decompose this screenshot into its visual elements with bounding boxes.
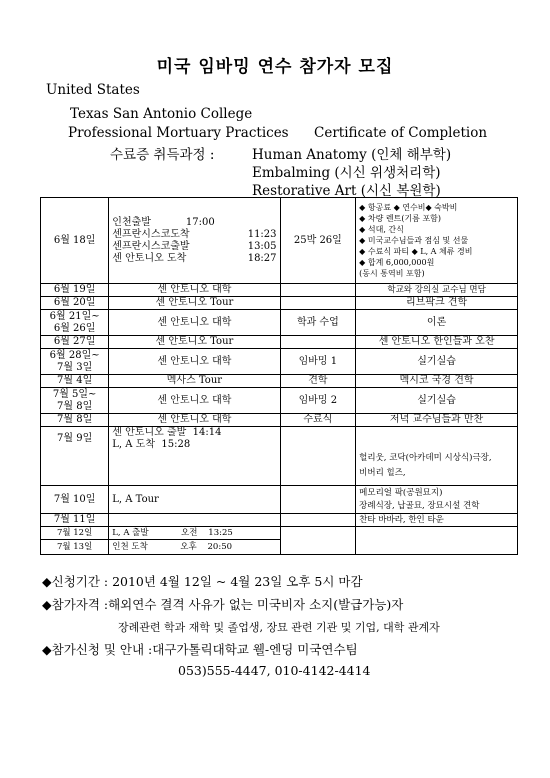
note-cell: 이론 [356, 310, 518, 336]
place-cell: 센 안토니오 대학 [109, 414, 280, 427]
schedule-table [40, 197, 518, 555]
note-cell: 실기실습 [356, 388, 518, 414]
activity-cell [280, 427, 356, 486]
date-cell: 6월 18일 [41, 198, 109, 284]
place-cell: 센 안토니오 Tour [109, 336, 280, 349]
activity-cell: 임바밍 1 [280, 349, 356, 375]
table-row [41, 514, 518, 527]
note-cell: 멕시코 국경 견학 [356, 375, 518, 388]
flight-time: 13:25 [208, 528, 233, 538]
note-cell: 학교와 강의실 교수님 면담 [356, 284, 518, 297]
date-cell: 7월 10일 [41, 486, 109, 514]
date-cell: 7월 9일 [41, 427, 109, 486]
date-cell: 7월 12일 [41, 527, 109, 540]
date-cell: 7월 8일 [41, 414, 109, 427]
note-cell [356, 486, 518, 514]
table-row [41, 388, 518, 414]
flight-time: 11:23 [247, 228, 277, 240]
flight-time: 20:50 [207, 542, 233, 552]
flight-text: 인천출발 [112, 216, 151, 228]
table-row [41, 527, 518, 540]
date-cell: 7월 11일 [41, 514, 109, 527]
cost-item: ◆ 합계 6,000,000원 [359, 258, 435, 267]
table-row [41, 486, 518, 514]
activity-cell: 견학 [280, 375, 356, 388]
note-cell [356, 427, 518, 486]
activity-cell: 25박 26일 [280, 198, 356, 284]
table-row [41, 336, 518, 349]
course-label: 수료증 취득과정 : [110, 147, 215, 163]
flight-time: 14:14 [192, 427, 222, 438]
table-row [41, 198, 518, 284]
place-cell: 멕사스 Tour [109, 375, 280, 388]
date-cell: 7월 13일 [41, 540, 109, 555]
note-line: 메모리얼 팍(공원묘지) [359, 487, 443, 498]
activity-cell: 수료식 [280, 414, 356, 427]
flight-time: 15:28 [161, 439, 191, 450]
place-cell: 센 안토니오 대학 [109, 284, 280, 297]
date-cell [41, 310, 109, 336]
date-end: 6월 26일 [53, 322, 96, 334]
table-row [41, 349, 518, 375]
date-cell: 6월 20일 [41, 297, 109, 310]
note-cell: 리브팍크 견학 [356, 297, 518, 310]
activity-cell: 임바밍 2 [280, 388, 356, 414]
place-cell: 센 안토니오 Tour [109, 297, 280, 310]
table-row [41, 310, 518, 336]
cost-item: ◆ 항공료 ◆ 연수비◆ 숙박비 [359, 203, 458, 212]
college-text: Texas San Antonio College [70, 106, 253, 122]
program-text: Professional Mortuary Practices [68, 125, 289, 141]
cost-list [356, 198, 518, 284]
application-contact: ◆참가신청 및 안내 :대구가톨릭대학교 웰-엔딩 미국연수팀 [42, 642, 358, 657]
course-item: Human Anatomy (인체 해부학) [252, 147, 452, 163]
page-title: 미국 임바밍 연수 참가자 모집 [156, 57, 394, 77]
flight-text: 센프란시스코출발 [112, 240, 190, 252]
certificate-text: Certificate of Completion [314, 125, 488, 141]
country-text: United States [46, 82, 140, 98]
flight-time: 13:05 [247, 240, 277, 252]
activity-cell [280, 486, 356, 514]
date-start: 6월 21일~ [49, 310, 100, 322]
qualification-detail: 장례관련 학과 재학 및 졸업생, 장묘 관련 기관 및 기업, 대학 관계자 [118, 621, 440, 634]
table-row [41, 284, 518, 297]
table-row [41, 375, 518, 388]
note-cell [356, 527, 518, 555]
flight-text: 센 안토니오 도착 [112, 252, 187, 264]
flight-time: 18:27 [247, 252, 277, 264]
qualification: ◆참가자격 :해외연수 결격 사유가 없는 미국비자 소지(발급가능)자 [42, 597, 404, 612]
flight-text: 인천 도착 [112, 542, 148, 552]
flight-cell [109, 527, 280, 540]
note-cell: 실기실습 [356, 349, 518, 375]
date-cell [41, 349, 109, 375]
note-line: 비버리 힐즈, [359, 468, 406, 478]
date-cell [41, 388, 109, 414]
place-cell: 센 안토니오 대학 [109, 310, 280, 336]
flight-cell [109, 540, 280, 555]
cost-item: ◆ 차량 렌트(기름 포함) [359, 214, 442, 223]
date-start: 6월 28일~ [49, 349, 100, 361]
flight-cell [109, 427, 280, 486]
application-period: ◆신청기간 : 2010년 4월 12일 ~ 4월 23일 오후 5시 마감 [42, 574, 363, 589]
cost-item: ◆ 미국교수님들과 점심 및 선물 [359, 236, 469, 245]
table-row [41, 414, 518, 427]
note-cell: 저녁 교수님들과 만찬 [356, 414, 518, 427]
date-start: 7월 5일~ [52, 388, 97, 400]
phone-numbers: 053)555-4447, 010-4142-4414 [178, 663, 371, 678]
activity-cell [280, 336, 356, 349]
note-line: 장례식장, 납골묘, 장묘시설 견학 [359, 500, 480, 511]
flight-text: 센프란시스코도착 [112, 228, 190, 240]
date-end: 7월 3일 [57, 361, 93, 373]
course-item: Restorative Art (시신 복원학) [252, 183, 441, 199]
activity-cell: 학과 수업 [280, 310, 356, 336]
date-cell: 7월 4일 [41, 375, 109, 388]
flight-time: 17:00 [185, 216, 215, 228]
activity-cell [280, 284, 356, 297]
cost-item: ◆ 수료식 파티 ◆ L, A 체류 경비 [359, 247, 473, 256]
note-cell: 센 안토니오 한인들과 오찬 [356, 336, 518, 349]
note-cell: 찬타 바바라, 한인 타운 [356, 514, 518, 527]
table-row [41, 297, 518, 310]
place-cell: 센 안토니오 대학 [109, 349, 280, 375]
activity-cell [280, 297, 356, 310]
flight-text: L, A 도착 [112, 439, 155, 450]
place-cell [109, 514, 280, 527]
date-cell: 6월 27일 [41, 336, 109, 349]
flight-cell [109, 198, 280, 284]
activity-cell [280, 527, 356, 555]
ampm-text: 오전 [181, 528, 198, 538]
place-cell: L, A Tour [109, 486, 280, 514]
place-cell: 센 안토니오 대학 [109, 388, 280, 414]
activity-cell [280, 514, 356, 527]
ampm-text: 오후 [180, 542, 197, 552]
cost-item: ◆ 석대, 간식 [359, 225, 404, 234]
flight-text: L, A 출발 [112, 528, 149, 538]
course-item: Embalming (시신 위생처리학) [252, 165, 441, 181]
date-cell: 6월 19일 [41, 284, 109, 297]
flight-text: 센 안토니오 출발 [112, 427, 187, 438]
cost-item: (동시 통역비 포함) [359, 269, 425, 278]
date-end: 7월 8일 [57, 400, 93, 412]
note-line: 헐리웃, 코닥(아카데미 시상식)극장, [359, 453, 492, 463]
table-row [41, 427, 518, 486]
